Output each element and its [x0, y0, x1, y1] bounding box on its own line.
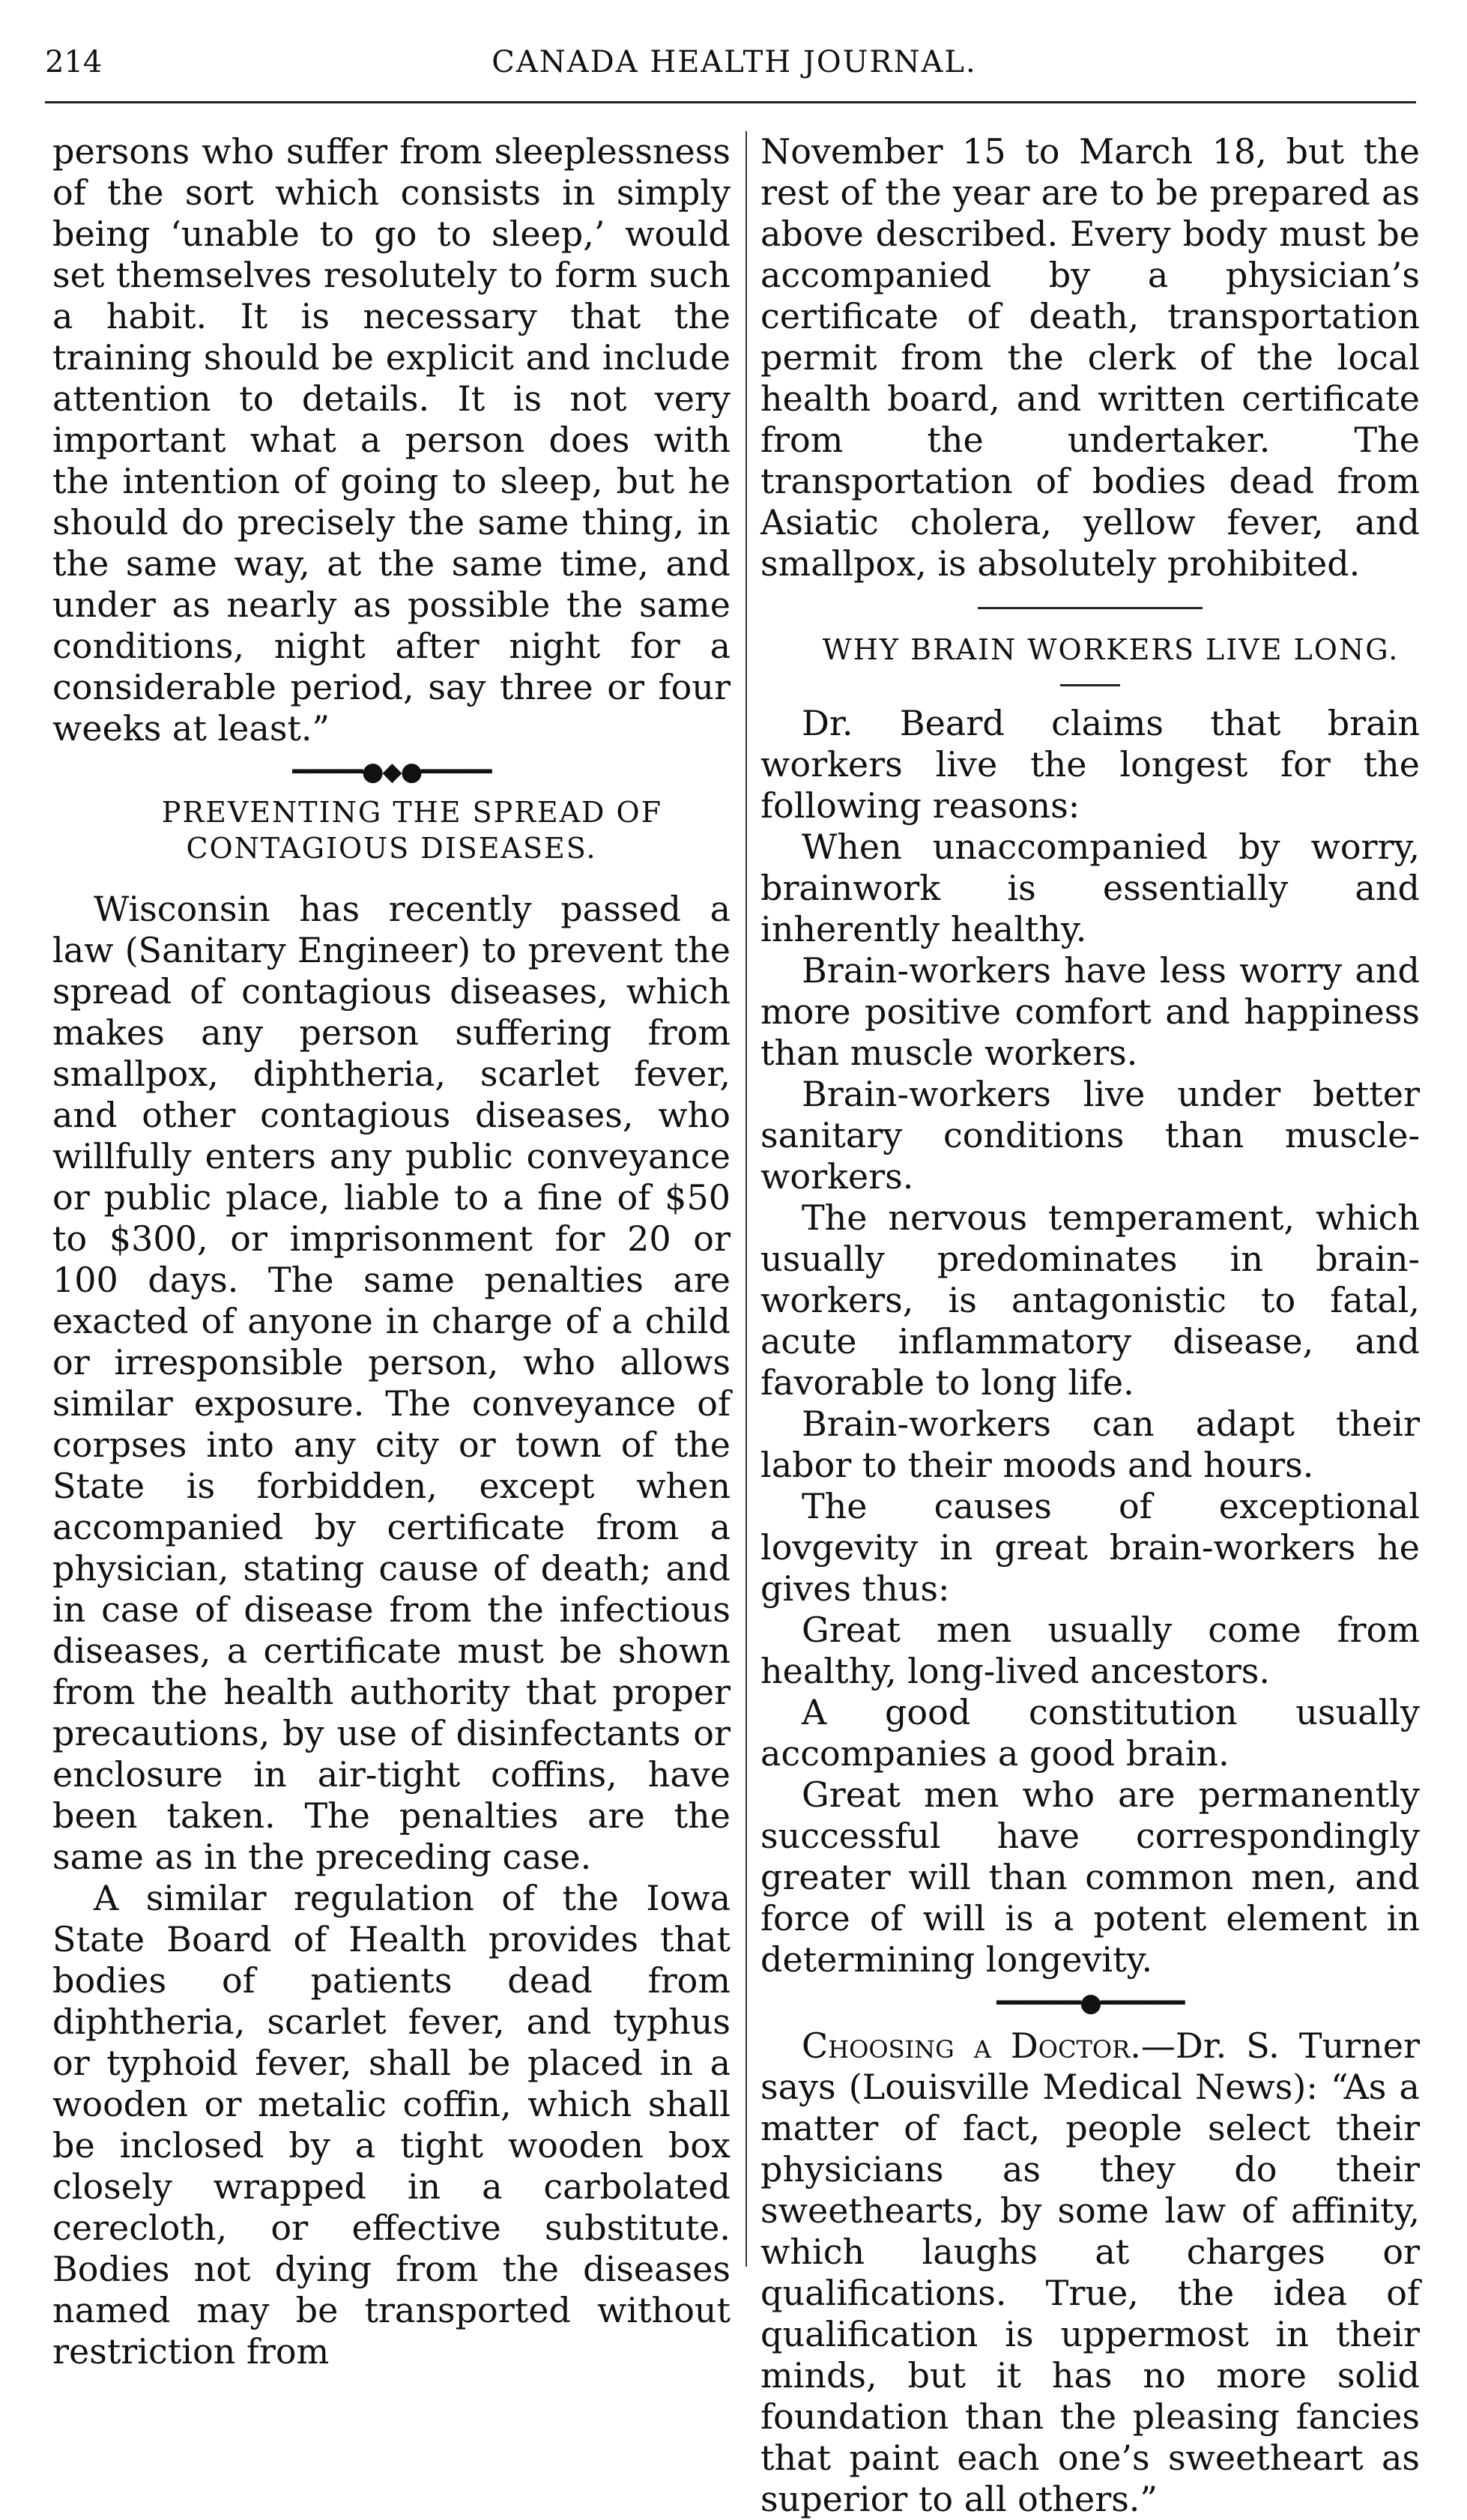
brain-paragraph: Great men who are permanently successful have correspondingly greater will than common men, and force of will is a potent element in determining longevity. [760, 1774, 1420, 1980]
contagious-heading: PREVENTING THE SPREAD OF CONTAGIOUS DISEASES. [161, 796, 663, 865]
section-ornament: ━━━━━━●━━━━━━ [996, 1988, 1184, 2018]
sleep-paragraph: persons who suffer from sleeplessness of the sort which consists in simply being ‘unable to go to sleep,’ would set themselves resolutely to form such a habit. It is necessary that the training should be explicit and include attention to details. It is not very important what a person does with the intention of going to sleep, but he should do precisely the same thing, in the same way, at the same time, and under as nearly as possible the same conditions, night after night for a considerable period, say three or four weeks at least.” [52, 131, 731, 749]
brain-workers-heading: WHY BRAIN WORKERS LIVE LONG. [822, 633, 1400, 666]
left-column [52, 131, 731, 2372]
heading-rule [1060, 684, 1120, 686]
brain-paragraph: Brain-workers live under better sanitary conditions than muscle-workers. [760, 1074, 1420, 1197]
brain-paragraph: The causes of exceptional lovgevity in great brain-workers he gives thus: [760, 1486, 1420, 1609]
iowa-paragraph: A similar regulation of the Iowa State Board of Health provides that bodies of patients dead from diphtheria, scarlet fever, and typhus or typhoid fever, shall be placed in a wooden or metalic coffin, which shall be inclosed by a tight wooden box closely wrapped in a carbolated cerecloth, or effective substitute. Bodies not dying from the diseases named may be transported without restriction from [52, 1878, 731, 2372]
brain-paragraph: Brain-workers can adapt their labor to their moods and hours. [760, 1403, 1420, 1485]
brain-paragraph: The nervous temperament, which usually predominates in brain-workers, is antagonistic to fatal, acute inflammatory disease, and favorable to long life. [760, 1197, 1420, 1403]
section-rule [978, 607, 1203, 609]
wisconsin-paragraph: Wisconsin has recently passed a law (Sanitary Engineer) to prevent the spread of contagious diseases, which makes any person suffering from smallpox, diphtheria, scarlet fever, and other contagious diseases, who willfully enters any public conveyance or public place, liable to a fine of $50 to $300, or imprisonment for 20 or 100 days. The same penalties are exacted of anyone in charge of a child or irresponsible person, who allows similar exposure. The conveyance of corpses into any city or town of the State is forbidden, except when accompanied by certificate from a physician, stating cause of death; and in case of disease from the infectious diseases, a certificate must be shown from the health authority that proper precautions, by use of disinfectants or enclosure in air-tight coffins, have been taken. The penalties are the same as in the preceding case. [52, 889, 731, 1877]
page-header [45, 45, 1424, 90]
transport-paragraph: November 15 to March 18, but the rest of the year are to be prepared as above described. Every body must be accompanied by a physician’s certificate of death, transportation permit from the clerk of the local health board, and written certificate from the undertaker. The transportation of bodies dead from Asiatic cholera, yellow fever, and smallpox, is absolutely prohibited. [760, 131, 1420, 584]
brain-paragraph: Brain-workers have less worry and more positive comfort and happiness than muscle workers. [760, 950, 1420, 1073]
brain-paragraph: A good constitution usually accompanies a good brain. [760, 1692, 1420, 1774]
brain-paragraph: When unaccompanied by worry, brainwork is essentially and inherently healthy. [760, 827, 1420, 949]
choosing-doctor-lead: Choosing a Doctor. [802, 2025, 1141, 2066]
section-ornament: ━━━━━●◆●━━━━━ [292, 757, 491, 787]
brain-paragraph: Great men usually come from healthy, long-lived ancestors. [760, 1610, 1420, 1691]
choosing-doctor-body: —Dr. S. Turner says (Louisville Medical News): “As a matter of fact, people select their physicians as they do their sweethearts, by some law of affinity, which laughs at charges or qualifications. True, the idea of qualification is uppermost in their minds, but it has no more solid foundation than the pleasing fancies that paint each one’s sweetheart as superior to all others.” [760, 2025, 1420, 2519]
choosing-doctor-paragraph [760, 2025, 1420, 2520]
column-divider [745, 131, 747, 2267]
running-title: CANADA HEALTH JOURNAL. [491, 45, 977, 79]
page-number: 214 [45, 45, 103, 79]
right-column [760, 131, 1420, 2520]
header-rule [45, 101, 1416, 103]
brain-paragraph: Dr. Beard claims that brain workers live the longest for the following reasons: [760, 703, 1420, 826]
